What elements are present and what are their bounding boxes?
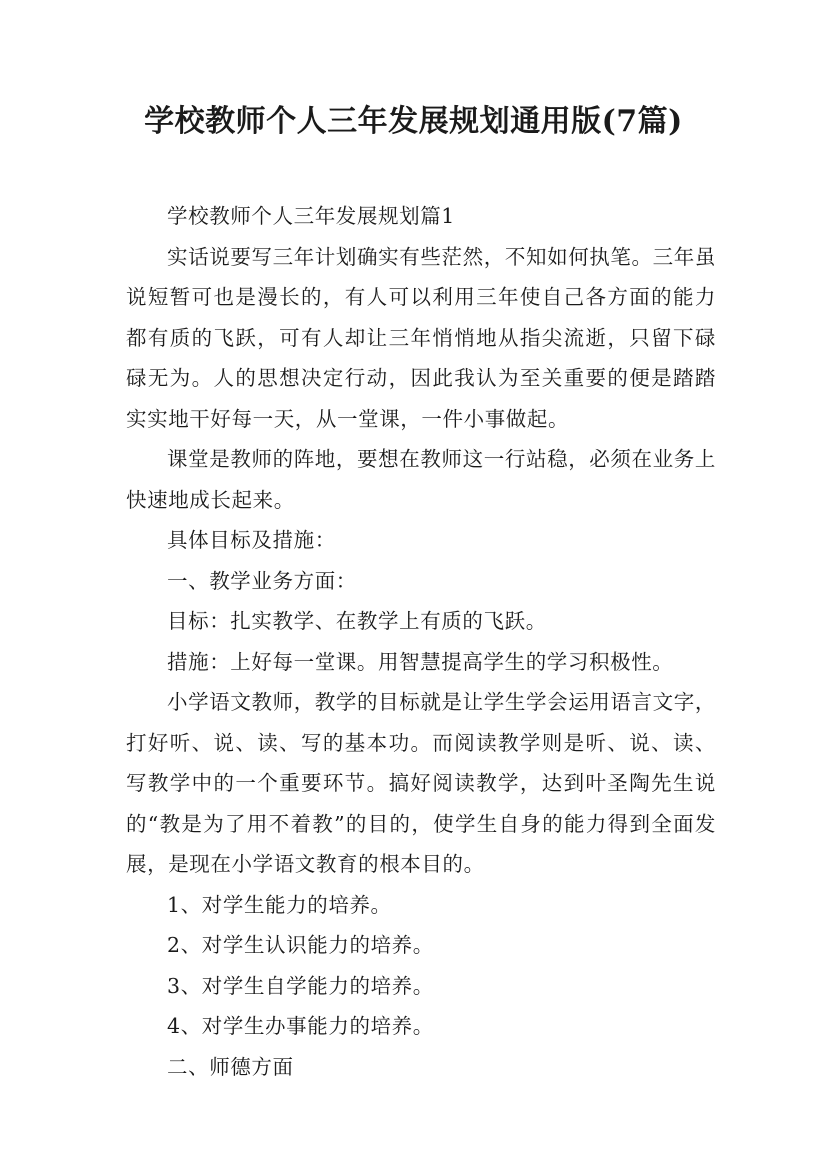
list-item: 2、对学生认识能力的培养。 bbox=[167, 933, 434, 957]
document-body bbox=[126, 196, 716, 1087]
paragraph: 小学语文教师，教学的目标就是让学生学会运用语言文字，打好听、说、读、写的基本功。而阅读教学则是听、说、读、写教学中的一个重要环节。搞好阅读教学，达到叶圣陶先生说的“教是为了用不着教”的目的，使学生自身的能力得到全面发展，是现在小学语文教育的根本目的。 bbox=[126, 690, 716, 876]
paragraph: 课堂是教师的阵地，要想在教师这一行站稳，必须在业务上快速地成长起来。 bbox=[126, 447, 716, 512]
section-heading: 学校教师个人三年发展规划篇1 bbox=[167, 204, 455, 228]
list-item: 4、对学生办事能力的培养。 bbox=[167, 1014, 434, 1038]
list-item: 1、对学生能力的培养。 bbox=[167, 892, 392, 917]
paragraph: 目标：扎实教学、在教学上有质的飞跃。 bbox=[167, 609, 547, 633]
list-item: 3、对学生自学能力的培养。 bbox=[167, 973, 434, 998]
document-title: 学校教师个人三年发展规划通用版(7篇) bbox=[144, 104, 683, 139]
subheading: 二、师德方面 bbox=[167, 1054, 294, 1079]
paragraph: 措施：上好每一堂课。用智慧提高学生的学习积极性。 bbox=[167, 649, 674, 674]
paragraph: 实话说要写三年计划确实有些茫然，不知如何执笔。三年虽说短暂可也是漫长的，有人可以利用三年使自己各方面的能力都有质的飞跃，可有人却让三年悄悄地从指尖流逝，只留下碌碌无为。人的思想决定行动，因此我认为至关重要的便是踏踏实实地干好每一天，从一堂课，一件小事做起。 bbox=[126, 244, 716, 431]
subheading: 一、教学业务方面： bbox=[167, 568, 357, 593]
paragraph: 具体目标及措施： bbox=[167, 528, 336, 552]
